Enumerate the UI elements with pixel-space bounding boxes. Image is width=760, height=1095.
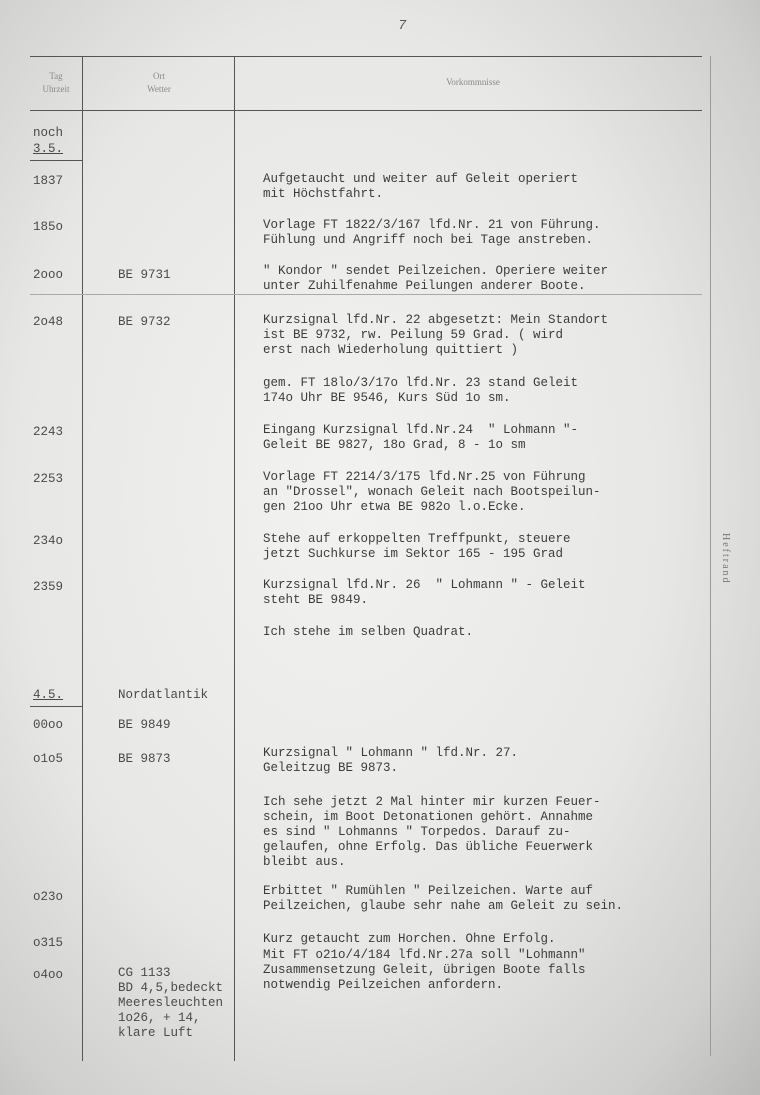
row-date: 4.5. xyxy=(33,688,64,702)
row-location: CG 1133 BD 4,5,bedeckt Meeresleuchten 1o26, + 14, klare Luft xyxy=(118,966,224,1040)
date-rule xyxy=(30,706,82,707)
row-location: BE 9732 xyxy=(118,315,171,329)
row-entry: Vorlage FT 1822/3/167 lfd.Nr. 21 von Führung. Fühlung und Angriff noch bei Tage anstreben. xyxy=(263,218,601,247)
row-time: 2243 xyxy=(33,425,64,439)
column-divider-2 xyxy=(234,56,235,1061)
header-ort: Ort xyxy=(153,71,165,81)
row-entry: Ich sehe jetzt 2 Mal hinter mir kurzen Feuer- schein, im Boot Detonationen gehört. Annahme es sind " Lohmanns " Torpedos. Darauf zu- gelaufen, ohne Erfolg. Das übliche Feuerwerk bleibt aus. xyxy=(263,795,601,869)
row-time: 2ooo xyxy=(33,268,64,282)
row-entry: Kurzsignal lfd.Nr. 26 " Lohmann " - Geleit steht BE 9849. xyxy=(263,578,586,607)
right-margin-rule xyxy=(710,56,711,1056)
row-time: 00oo xyxy=(33,718,64,732)
row-time: 185o xyxy=(33,220,64,234)
date-rule xyxy=(30,160,82,161)
header-wetter: Wetter xyxy=(147,84,171,94)
header-bottom-rule xyxy=(30,110,702,111)
column-header-time xyxy=(30,70,82,96)
page-number: 7 xyxy=(398,18,407,34)
row-entry: Kurzsignal " Lohmann " lfd.Nr. 27. Geleitzug BE 9873. xyxy=(263,746,519,775)
row-location: BE 9873 xyxy=(118,752,171,766)
row-time: o315 xyxy=(33,936,64,950)
row-time: 2359 xyxy=(33,580,64,594)
row-entry: Mit FT o21o/4/184 lfd.Nr.27a soll "Lohmann" Zusammensetzung Geleit, übrigen Boote falls notwendig Peilzeichen anfordern. xyxy=(263,948,586,992)
row-time: 2o48 xyxy=(33,315,64,329)
column-header-events: Vorkommnisse xyxy=(446,77,500,87)
column-header-location xyxy=(84,70,234,96)
header-tag: Tag xyxy=(49,71,63,81)
margin-label: Heftrand xyxy=(720,533,731,585)
row-entry: Ich stehe im selben Quadrat. xyxy=(263,625,474,639)
row-time: o23o xyxy=(33,890,64,904)
column-divider-1 xyxy=(82,56,83,1061)
row-entry: " Kondor " sendet Peilzeichen. Operiere weiter unter Zuhilfenahme Peilungen anderer Boote. xyxy=(263,264,609,293)
row-location: BE 9849 xyxy=(118,718,171,732)
row-entry: Eingang Kurzsignal lfd.Nr.24 " Lohmann "- Geleit BE 9827, 18o Grad, 8 - 1o sm xyxy=(263,423,579,452)
row-entry: Erbittet " Rumühlen " Peilzeichen. Warte auf Peilzeichen, glaube sehr nahe am Geleit zu sein. xyxy=(263,884,624,913)
header-uhrzeit: Uhrzeit xyxy=(42,84,70,94)
row-entry: Kurz getaucht zum Horchen. Ohne Erfolg. xyxy=(263,932,556,946)
row-entry: gem. FT 18lo/3/17o lfd.Nr. 23 stand Geleit 174o Uhr BE 9546, Kurs Süd 1o sm. xyxy=(263,376,579,405)
row-date: 3.5. xyxy=(33,142,64,156)
row-entry: Aufgetaucht und weiter auf Geleit operiert mit Höchstfahrt. xyxy=(263,172,579,201)
row-time: 1837 xyxy=(33,174,64,188)
row-location: Nordatlantik xyxy=(118,688,209,702)
row-time: 234o xyxy=(33,534,64,548)
faint-row-rule xyxy=(30,294,702,295)
row-time: 2253 xyxy=(33,472,64,486)
row-time: o1o5 xyxy=(33,752,64,766)
row-time: noch xyxy=(33,126,64,140)
row-location: BE 9731 xyxy=(118,268,171,282)
table-top-rule xyxy=(30,56,702,57)
row-entry: Kurzsignal lfd.Nr. 22 abgesetzt: Mein Standort ist BE 9732, rw. Peilung 59 Grad. ( wird erst nach Wiederholung quittiert ) xyxy=(263,313,609,357)
row-entry: Stehe auf erkoppelten Treffpunkt, steuere jetzt Suchkurse im Sektor 165 - 195 Grad xyxy=(263,532,571,561)
row-entry: Vorlage FT 2214/3/175 lfd.Nr.25 von Führung an "Drossel", wonach Geleit nach Bootspeilun- gen 21oo Uhr etwa BE 982o l.o.Ecke. xyxy=(263,470,601,514)
row-time: o4oo xyxy=(33,968,64,982)
